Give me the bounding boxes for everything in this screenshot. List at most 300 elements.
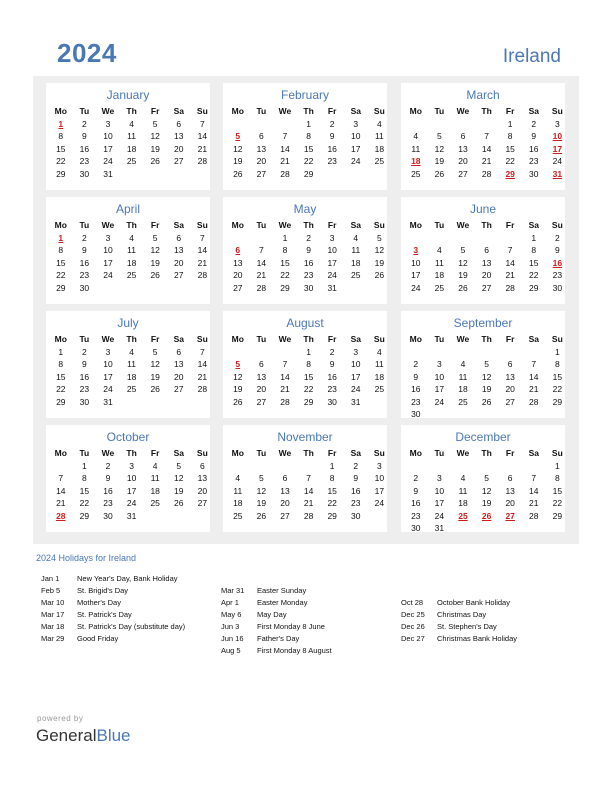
day-cell: [273, 118, 297, 131]
day-cell: 28: [197, 156, 208, 166]
day-cell: 16: [351, 485, 361, 496]
weekday-header: Tu: [434, 448, 445, 458]
day-cell: [143, 282, 167, 295]
day-cell: 9: [531, 131, 537, 141]
day-cell: 17: [434, 498, 445, 508]
day-cell: 8: [329, 473, 335, 483]
holiday-column: [41, 573, 185, 645]
day-cell: 10: [374, 473, 385, 483]
day-cell: 2: [413, 359, 419, 369]
day-cell: [522, 408, 546, 421]
day-cell: [428, 460, 452, 473]
day-cell: 31: [351, 396, 361, 407]
day-cell: 27: [505, 396, 515, 407]
month-october: [46, 425, 210, 532]
day-cell: 12: [374, 245, 385, 255]
day-cell: [475, 460, 499, 473]
brand-blue: Blue: [96, 726, 131, 745]
day-cell: [475, 522, 499, 535]
day-cell: 16: [79, 143, 90, 154]
day-cell: 18: [458, 384, 468, 394]
day-cell: [428, 118, 452, 131]
day-cell: 25: [458, 396, 468, 407]
day-cell: 15: [56, 371, 66, 382]
day-cell: [120, 396, 144, 409]
day-cell: 27: [174, 156, 184, 166]
day-cell: 6: [484, 245, 489, 255]
day-cell: 12: [256, 485, 267, 496]
day-cell: 27: [458, 168, 468, 179]
month-title: March: [466, 88, 500, 102]
day-cell: 4: [460, 359, 466, 369]
weekday-header: Su: [551, 106, 563, 116]
day-cell: 23: [411, 396, 421, 407]
weekday-header: We: [101, 220, 115, 230]
day-cell: 7: [531, 473, 537, 483]
day-cell: 14: [481, 143, 492, 154]
day-cell: [475, 408, 499, 421]
day-cell: [404, 460, 428, 473]
weekday-header: Tu: [79, 334, 90, 344]
day-cell: [167, 396, 191, 409]
day-cell: 7: [306, 473, 311, 483]
holiday-date: Mar 18: [41, 622, 65, 631]
day-cell: 26: [150, 270, 160, 280]
day-cell: 1: [282, 232, 288, 243]
day-cell: 13: [458, 143, 468, 154]
day-cell: 27: [233, 282, 243, 293]
day-cell: 31: [103, 168, 113, 179]
weekday-header: Tu: [256, 334, 267, 344]
day-cell: [250, 232, 274, 245]
day-cell: 26: [233, 168, 243, 179]
day-cell: 17: [126, 485, 137, 496]
day-cell: [250, 118, 274, 131]
day-cell: 14: [197, 131, 208, 141]
day-cell: 16: [79, 371, 90, 382]
weekday-header: Fr: [505, 334, 515, 344]
weekday-header: Mo: [54, 334, 67, 344]
day-cell: 31: [126, 510, 137, 521]
weekday-header: Th: [303, 448, 314, 458]
day-cell: [191, 396, 215, 409]
month-november: [223, 425, 387, 532]
day-cell: [451, 346, 475, 359]
day-cell: 18: [374, 371, 385, 382]
weekday-header: Sa: [350, 220, 361, 230]
day-cell: [250, 346, 274, 359]
day-cell: 9: [82, 131, 87, 141]
day-cell: 26: [434, 168, 445, 179]
holiday-name: Mother's Day: [77, 598, 121, 607]
day-cell: 1: [306, 346, 311, 357]
day-cell: 30: [303, 282, 314, 293]
day-cell: 22: [529, 270, 539, 280]
day-cell: 6: [235, 245, 241, 255]
month-title: July: [117, 316, 139, 330]
day-cell: 30: [411, 523, 421, 533]
day-cell: [498, 522, 522, 535]
weekday-header: Th: [481, 334, 492, 344]
day-cell: [191, 168, 215, 181]
day-cell: 3: [353, 346, 359, 357]
day-cell: 13: [256, 143, 267, 154]
weekday-header: Th: [126, 220, 137, 230]
day-cell: 22: [303, 156, 314, 166]
day-cell: 10: [351, 359, 361, 369]
day-cell: 23: [303, 270, 314, 280]
day-cell: 30: [79, 282, 90, 293]
day-cell: 12: [481, 485, 492, 496]
day-cell: 17: [351, 371, 361, 382]
day-cell: [167, 168, 191, 181]
day-cell: 15: [552, 371, 563, 382]
day-cell: 12: [174, 473, 184, 483]
day-cell: 23: [411, 510, 421, 521]
day-cell: 24: [374, 498, 385, 508]
month-title: June: [469, 202, 497, 216]
day-cell: 9: [353, 473, 359, 483]
day-cell: 4: [129, 232, 134, 243]
weekday-header: Tu: [79, 448, 90, 458]
day-cell: 2: [82, 232, 87, 243]
day-cell: 3: [105, 346, 111, 357]
day-cell: 8: [58, 131, 64, 141]
weekday-header: Fr: [505, 106, 515, 116]
day-cell: 14: [256, 257, 267, 268]
day-cell: 25: [458, 510, 468, 521]
month-title: January: [106, 88, 150, 102]
day-cell: 4: [376, 346, 382, 357]
day-cell: 29: [552, 396, 563, 407]
weekday-header: Su: [373, 106, 385, 116]
day-cell: 16: [327, 143, 337, 154]
holiday-name: Easter Monday: [257, 598, 308, 607]
day-cell: 5: [437, 131, 442, 141]
day-cell: 26: [481, 396, 492, 407]
day-cell: [475, 118, 499, 131]
day-cell: 28: [197, 384, 208, 394]
month-title: August: [286, 316, 324, 330]
day-cell: [546, 408, 570, 421]
weekday-header: Th: [481, 106, 492, 116]
day-cell: [49, 460, 73, 473]
day-cell: 13: [197, 473, 208, 483]
day-cell: 24: [126, 498, 137, 508]
day-cell: [167, 510, 191, 523]
weekday-header: Fr: [150, 220, 160, 230]
day-cell: 23: [552, 270, 563, 280]
day-cell: 3: [437, 359, 442, 369]
holiday-item: [401, 621, 517, 633]
day-cell: 19: [150, 371, 160, 382]
day-cell: 1: [329, 460, 335, 471]
day-cell: 22: [56, 384, 66, 394]
day-cell: 29: [280, 282, 290, 293]
weekday-header: Sa: [173, 106, 184, 116]
day-cell: 5: [376, 232, 382, 243]
holiday-date: Dec 27: [401, 634, 425, 643]
day-cell: 21: [529, 384, 539, 394]
weekday-header: Tu: [256, 220, 267, 230]
weekday-header: We: [456, 220, 470, 230]
holiday-name: May Day: [257, 610, 287, 619]
day-cell: 16: [303, 257, 314, 268]
day-cell: 18: [150, 485, 160, 496]
day-cell: 10: [351, 131, 361, 141]
day-cell: 24: [103, 384, 113, 394]
day-cell: 14: [529, 371, 539, 382]
day-cell: 18: [411, 156, 421, 166]
weekday-header: Su: [196, 220, 208, 230]
month-august: [223, 311, 387, 418]
day-cell: 9: [413, 485, 419, 496]
day-cell: 30: [79, 168, 90, 179]
month-april: [46, 197, 210, 304]
day-cell: 9: [413, 371, 419, 382]
day-cell: 24: [351, 156, 361, 166]
weekday-header: Tu: [256, 106, 267, 116]
day-cell: 4: [437, 245, 442, 255]
day-cell: 23: [529, 156, 539, 166]
day-cell: 7: [58, 473, 64, 483]
day-cell: 13: [505, 485, 515, 496]
weekday-header: Sa: [173, 334, 184, 344]
day-cell: 27: [280, 510, 290, 521]
day-cell: [428, 346, 452, 359]
day-cell: [297, 460, 321, 473]
weekday-header: Th: [481, 220, 492, 230]
day-cell: [344, 282, 368, 295]
day-cell: 28: [280, 396, 290, 407]
month-title: December: [455, 430, 511, 444]
day-cell: 3: [353, 118, 359, 129]
day-cell: 14: [56, 485, 66, 496]
holiday-date: Mar 17: [41, 610, 65, 619]
day-cell: 11: [127, 359, 136, 369]
day-cell: 8: [531, 245, 537, 255]
day-cell: 26: [374, 270, 385, 280]
day-cell: 5: [259, 473, 264, 483]
day-cell: 20: [256, 156, 267, 166]
day-cell: 12: [150, 359, 160, 369]
day-cell: 28: [56, 510, 66, 521]
weekday-header: Fr: [327, 334, 337, 344]
weekday-header: Mo: [409, 448, 422, 458]
day-cell: 15: [280, 257, 290, 268]
brand-logo: [36, 726, 131, 746]
day-cell: 21: [481, 156, 492, 166]
weekday-header: Th: [481, 448, 492, 458]
month-title: February: [280, 88, 330, 102]
weekday-header: Su: [551, 448, 563, 458]
day-cell: 25: [126, 384, 137, 394]
weekday-header: Th: [126, 334, 137, 344]
day-cell: 20: [174, 257, 184, 268]
day-cell: 17: [103, 371, 113, 382]
day-cell: 27: [505, 510, 515, 521]
month-january: [46, 83, 210, 190]
day-cell: 12: [233, 143, 243, 154]
day-cell: 25: [126, 156, 137, 166]
weekday-header: Tu: [79, 106, 90, 116]
day-cell: 6: [507, 473, 513, 483]
day-cell: 2: [413, 473, 419, 483]
calendar-grid: [33, 76, 579, 544]
weekday-header: Su: [196, 106, 208, 116]
month-title: November: [277, 430, 333, 444]
day-cell: 20: [256, 384, 267, 394]
weekday-header: Mo: [231, 220, 244, 230]
day-cell: 13: [481, 257, 492, 268]
brand-general: General: [36, 726, 97, 745]
day-cell: 18: [434, 270, 445, 280]
day-cell: 12: [150, 131, 160, 141]
day-cell: [498, 232, 522, 245]
weekday-header: Fr: [150, 106, 160, 116]
day-cell: 4: [353, 232, 359, 243]
holiday-item: [41, 621, 185, 633]
day-cell: 7: [199, 232, 205, 243]
weekday-header: Th: [303, 106, 314, 116]
weekday-header: Fr: [327, 220, 337, 230]
day-cell: 30: [351, 510, 361, 521]
day-cell: 10: [552, 131, 563, 141]
day-cell: 21: [529, 498, 539, 508]
day-cell: 19: [481, 498, 492, 508]
holiday-column: [401, 597, 517, 645]
day-cell: [546, 522, 570, 535]
weekday-header: Tu: [434, 106, 445, 116]
weekday-header: Th: [303, 220, 314, 230]
day-cell: 14: [505, 257, 515, 268]
day-cell: 23: [79, 156, 90, 166]
day-cell: 25: [434, 282, 445, 293]
day-cell: [191, 510, 215, 523]
weekday-header: Th: [126, 106, 137, 116]
day-cell: 21: [280, 156, 290, 166]
weekday-header: Mo: [54, 106, 67, 116]
day-cell: 25: [374, 384, 385, 394]
day-cell: 7: [531, 359, 537, 369]
day-cell: 14: [280, 143, 290, 154]
holiday-name: St. Brigid's Day: [77, 586, 129, 595]
day-cell: 22: [552, 384, 563, 394]
day-cell: 5: [484, 359, 489, 369]
day-cell: 20: [458, 156, 468, 166]
holiday-name: Father's Day: [257, 634, 300, 643]
month-title: May: [293, 202, 317, 216]
day-cell: 7: [199, 118, 205, 129]
day-cell: 7: [259, 245, 264, 255]
day-cell: 10: [434, 371, 445, 382]
day-cell: 28: [197, 270, 208, 280]
day-cell: 17: [351, 143, 361, 154]
holiday-name: First Monday 8 August: [257, 646, 332, 655]
weekday-header: Mo: [231, 334, 244, 344]
day-cell: 3: [554, 118, 560, 129]
day-cell: 29: [56, 168, 66, 179]
day-cell: [522, 522, 546, 535]
day-cell: 1: [58, 346, 64, 357]
holiday-item: [221, 633, 332, 645]
day-cell: 2: [329, 118, 335, 129]
holiday-item: [401, 633, 517, 645]
holiday-item: [41, 597, 185, 609]
day-cell: 30: [411, 409, 421, 419]
weekday-header: Su: [373, 448, 385, 458]
day-cell: 6: [282, 473, 288, 483]
day-cell: 20: [505, 384, 515, 394]
day-cell: 19: [374, 257, 385, 268]
day-cell: 18: [233, 498, 243, 508]
day-cell: 21: [303, 498, 314, 508]
day-cell: 11: [127, 245, 136, 255]
day-cell: [273, 460, 297, 473]
day-cell: 14: [197, 359, 208, 369]
day-cell: 25: [411, 168, 421, 179]
holiday-item: [41, 633, 185, 645]
day-cell: 24: [434, 510, 445, 521]
day-cell: 23: [327, 156, 337, 166]
weekday-header: Fr: [505, 448, 515, 458]
day-cell: 5: [176, 460, 182, 471]
day-cell: 30: [529, 168, 539, 179]
day-cell: [344, 168, 368, 181]
day-cell: 4: [235, 473, 241, 483]
weekday-header: Mo: [54, 448, 67, 458]
day-cell: [226, 460, 250, 473]
day-cell: 27: [481, 282, 492, 293]
day-cell: 17: [434, 384, 445, 394]
day-cell: 27: [256, 168, 267, 179]
weekday-header: Fr: [327, 448, 337, 458]
day-cell: 15: [56, 257, 66, 268]
day-cell: 9: [554, 245, 560, 255]
day-cell: 17: [411, 270, 421, 280]
day-cell: 16: [411, 498, 421, 508]
day-cell: [120, 282, 144, 295]
day-cell: 11: [374, 131, 384, 141]
day-cell: 1: [554, 346, 560, 357]
day-cell: 5: [152, 346, 158, 357]
holiday-name: Christmas Day: [437, 610, 487, 619]
weekday-header: We: [278, 448, 292, 458]
day-cell: 11: [127, 131, 136, 141]
day-cell: 20: [481, 270, 492, 280]
day-cell: 29: [79, 510, 90, 521]
day-cell: [143, 168, 167, 181]
month-february: [223, 83, 387, 190]
month-title: April: [115, 202, 140, 216]
day-cell: 18: [126, 143, 137, 154]
day-cell: 10: [126, 473, 137, 483]
day-cell: 20: [280, 498, 290, 508]
day-cell: [226, 118, 250, 131]
day-cell: 3: [376, 460, 382, 471]
weekday-header: Sa: [528, 334, 539, 344]
day-cell: 24: [411, 282, 421, 293]
day-cell: [428, 232, 452, 245]
day-cell: 26: [150, 384, 160, 394]
day-cell: 19: [434, 156, 445, 166]
month-title: September: [453, 316, 513, 330]
day-cell: 2: [82, 346, 87, 357]
weekday-header: We: [278, 106, 292, 116]
day-cell: 2: [306, 232, 311, 243]
weekday-header: We: [101, 334, 115, 344]
holiday-date: May 6: [221, 610, 242, 619]
